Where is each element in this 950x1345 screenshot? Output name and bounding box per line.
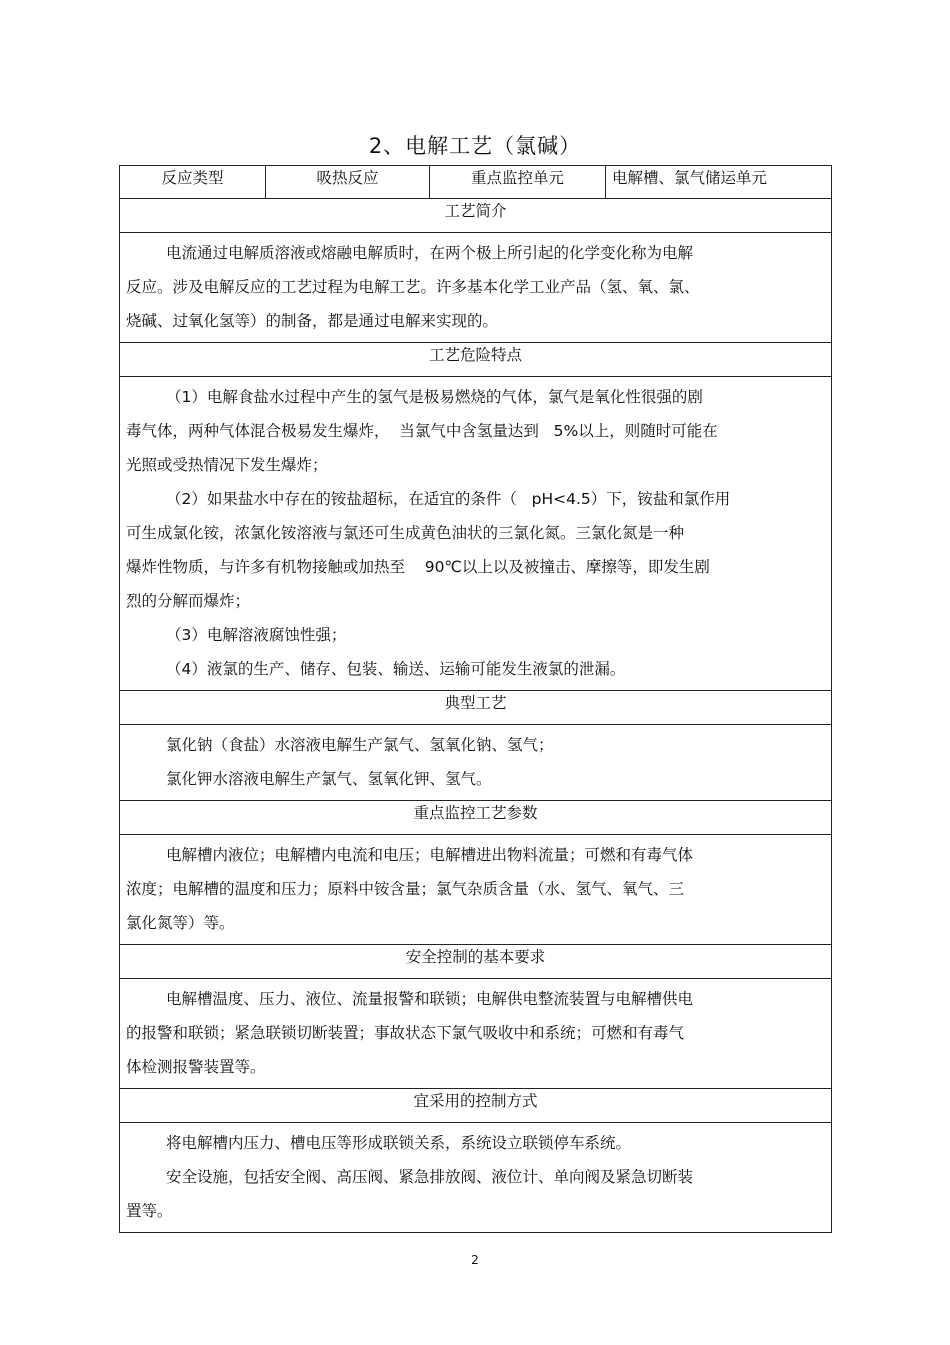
- section-body-row: [120, 233, 832, 343]
- text-line: 的报警和联锁；紧急联锁切断装置；事故状态下氯气吸收中和系统；可燃和有毒气: [126, 1024, 685, 1042]
- document-title: 2、电解工艺（氯碱）: [368, 134, 582, 158]
- text-line: 光照或受热情况下发生爆炸；: [126, 456, 328, 474]
- text-line: （1）电解食盐水过程中产生的氢气是极易燃烧的气体，氯气是氧化性很强的剧: [166, 388, 703, 406]
- section-heading-row: [120, 691, 832, 725]
- section-body-control: [120, 1123, 832, 1233]
- text-line: 浓度；电解槽的温度和压力；原料中铵含量；氯气杂质含量（水、氢气、氧气、三: [126, 880, 685, 898]
- section-heading-safety: 安全控制的基本要求: [120, 945, 832, 979]
- monitor-unit-value: 电解槽、氯气储运单元: [606, 166, 832, 199]
- text-line: 将电解槽内压力、槽电压等形成联锁关系，系统设立联锁停车系统。: [166, 1134, 632, 1152]
- text-line: （2）如果盐水中存在的铵盐超标，在适宜的条件（ pH<4.5）下，铵盐和氯作用: [166, 490, 731, 508]
- reaction-type-label: 反应类型: [120, 166, 266, 199]
- text-line: 氯化氮等）等。: [126, 914, 235, 932]
- section-heading-row: [120, 801, 832, 835]
- section-body-row: [120, 835, 832, 945]
- section-body-row: [120, 1123, 832, 1233]
- section-body-typical: [120, 725, 832, 801]
- text-line: 爆炸性物质，与许多有机物接触或加热至 90℃以上以及被撞击、摩擦等，即发生剧: [126, 558, 710, 576]
- section-body-row: [120, 725, 832, 801]
- header-row: [120, 166, 832, 199]
- text-line: 氯化钾水溶液电解生产氯气、氢氧化钾、氢气。: [166, 770, 492, 788]
- text-line: 氯化钠（食盐）水溶液电解生产氯气、氢氧化钠、氢气；: [166, 736, 554, 754]
- text-line: （3）电解溶液腐蚀性强；: [166, 626, 347, 644]
- monitor-unit-label: 重点监控单元: [430, 166, 606, 199]
- text-line: 烧碱、过氧化氢等）的制备，都是通过电解来实现的。: [126, 312, 499, 330]
- section-heading-row: [120, 945, 832, 979]
- section-body-row: [120, 979, 832, 1089]
- section-heading-hazards: 工艺危险特点: [120, 343, 832, 377]
- section-heading-typical: 典型工艺: [120, 691, 832, 725]
- text-line: （4）液氯的生产、储存、包装、输送、运输可能发生液氯的泄漏。: [166, 660, 626, 678]
- section-body-row: [120, 377, 832, 691]
- section-body-safety: [120, 979, 832, 1089]
- section-heading-intro: 工艺简介: [120, 199, 832, 233]
- text-line: 烈的分解而爆炸；: [126, 592, 251, 610]
- section-body-hazards: [120, 377, 832, 691]
- text-line: 电流通过电解质溶液或熔融电解质时，在两个极上所引起的化学变化称为电解: [166, 244, 694, 262]
- text-line: 置等。: [126, 1202, 173, 1220]
- section-heading-control: 宜采用的控制方式: [120, 1089, 832, 1123]
- section-heading-row: [120, 343, 832, 377]
- text-line: 反应。涉及电解反应的工艺过程为电解工艺。许多基本化学工业产品（氢、氧、氯、: [126, 278, 700, 296]
- text-line: 电解槽温度、压力、液位、流量报警和联锁；电解供电整流装置与电解槽供电: [166, 990, 694, 1008]
- text-line: 可生成氯化铵，浓氯化铵溶液与氯还可生成黄色油状的三氯化氮。三氯化氮是一种: [126, 524, 685, 542]
- section-body-parameters: [120, 835, 832, 945]
- text-line: 电解槽内液位；电解槽内电流和电压；电解槽进出物料流量；可燃和有毒气体: [166, 846, 694, 864]
- reaction-type-value: 吸热反应: [266, 166, 430, 199]
- text-line: 体检测报警装置等。: [126, 1058, 266, 1076]
- section-body-intro: [120, 233, 832, 343]
- text-line: 毒气体，两种气体混合极易发生爆炸， 当氯气中含氢量达到 5%以上，则随时可能在: [126, 422, 718, 440]
- section-heading-row: [120, 1089, 832, 1123]
- text-line: 安全设施，包括安全阀、高压阀、紧急排放阀、液位计、单向阀及紧急切断装: [166, 1168, 694, 1186]
- section-heading-parameters: 重点监控工艺参数: [120, 801, 832, 835]
- page-number: 2: [471, 1253, 479, 1267]
- process-table: [119, 165, 832, 1233]
- section-heading-row: [120, 199, 832, 233]
